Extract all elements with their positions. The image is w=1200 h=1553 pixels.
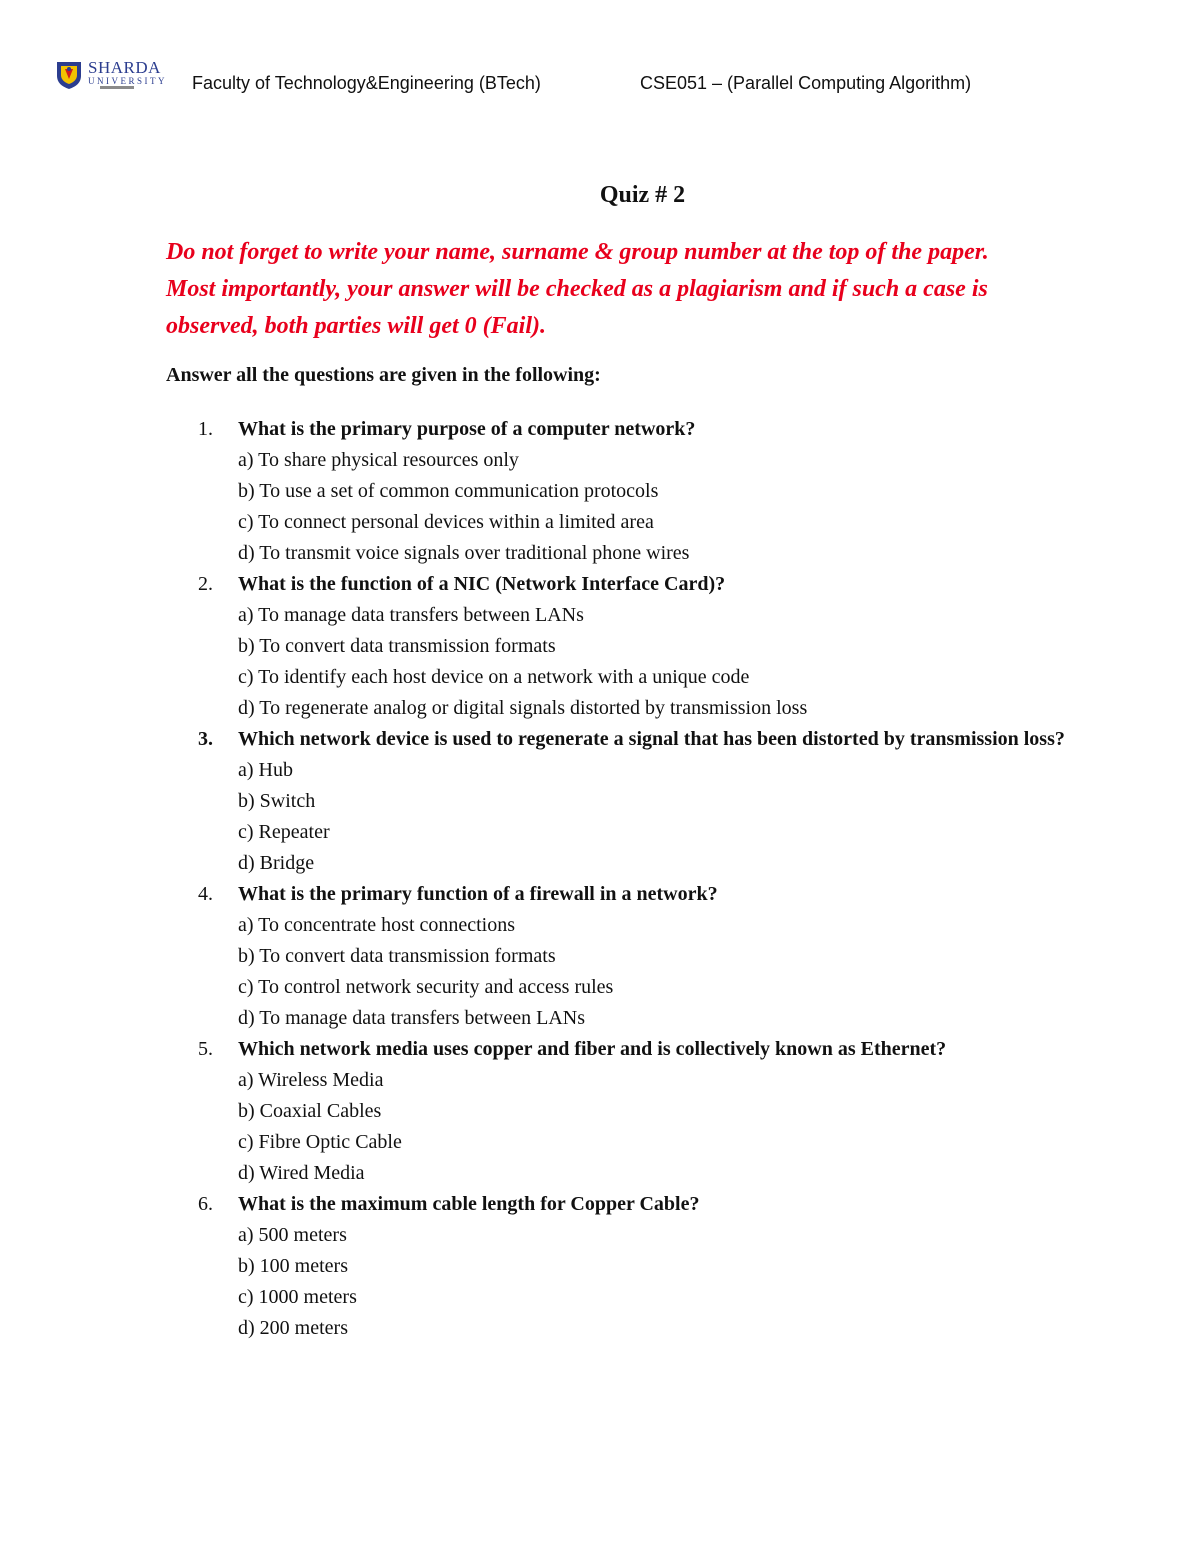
question-item (166, 1189, 1126, 1344)
answer-option: a) Wireless Media (238, 1069, 384, 1091)
answer-option: d) To transmit voice signals over traditional phone wires (238, 542, 690, 564)
question-text: What is the maximum cable length for Copper Cable? (238, 1193, 700, 1215)
answer-option: a) To manage data transfers between LANs (238, 604, 584, 626)
question-number: 2. (198, 573, 213, 595)
course-label: CSE051 – (Parallel Computing Algorithm) (640, 73, 972, 93)
question-number: 1. (198, 418, 213, 440)
answer-option: b) To convert data transmission formats (238, 945, 556, 967)
warning-line: Do not forget to write your name, surname & group number at the top of the paper. (166, 239, 989, 265)
warning-line: observed, both parties will get 0 (Fail). (166, 313, 546, 339)
question-item (166, 724, 1126, 879)
question-text: Which network media uses copper and fiber and is collectively known as Ethernet? (238, 1038, 947, 1060)
answer-option: c) 1000 meters (238, 1286, 357, 1308)
question-number: 6. (198, 1193, 213, 1215)
answer-option: d) To regenerate analog or digital signals distorted by transmission loss (238, 697, 808, 719)
answer-option: a) 500 meters (238, 1224, 347, 1246)
answer-option: a) To share physical resources only (238, 449, 519, 471)
answer-option: c) To connect personal devices within a limited area (238, 511, 654, 533)
question-item (166, 569, 1126, 724)
answer-option: c) To identify each host device on a network with a unique code (238, 666, 750, 688)
answer-option: a) To concentrate host connections (238, 914, 516, 936)
answer-option: b) To convert data transmission formats (238, 635, 556, 657)
answer-option: d) To manage data transfers between LANs (238, 1007, 585, 1029)
question-number: 5. (198, 1038, 213, 1060)
answer-option: c) Fibre Optic Cable (238, 1131, 402, 1153)
page-title: Quiz # 2 (599, 182, 686, 208)
logo-subtext: UNIVERSITY (88, 76, 167, 86)
question-text: What is the primary purpose of a computer network? (238, 418, 696, 440)
crest-icon (54, 60, 84, 90)
answer-option: b) 100 meters (238, 1255, 348, 1277)
answer-option: d) Wired Media (238, 1162, 365, 1184)
faculty-label: Faculty of Technology&Engineering (BTech) (192, 73, 541, 93)
answer-option: c) Repeater (238, 821, 330, 843)
university-logo (54, 60, 174, 92)
page-header (0, 0, 1200, 120)
answer-option: b) To use a set of common communication protocols (238, 480, 659, 502)
instruction-text: Answer all the questions are given in the following: (166, 364, 601, 386)
answer-option: a) Hub (238, 759, 293, 781)
question-number: 3. (198, 728, 213, 750)
warning-line: Most importantly, your answer will be checked as a plagiarism and if such a case is (166, 276, 988, 302)
answer-option: d) 200 meters (238, 1317, 348, 1339)
logo-text: SHARDA (88, 58, 161, 77)
answer-option: c) To control network security and access rules (238, 976, 614, 998)
answer-option: b) Switch (238, 790, 316, 812)
question-list (166, 414, 1126, 1344)
question-number: 4. (198, 883, 213, 905)
question-text: Which network device is used to regenerate a signal that has been distorted by transmission loss? (238, 728, 1065, 750)
question-text: What is the function of a NIC (Network Interface Card)? (238, 573, 726, 595)
logo-underline (100, 86, 134, 89)
question-item (166, 1034, 1126, 1189)
warning-notice (166, 234, 1126, 345)
answer-option: d) Bridge (238, 852, 315, 874)
question-text: What is the primary function of a firewall in a network? (238, 883, 718, 905)
question-item (166, 414, 1126, 569)
question-item (166, 879, 1126, 1034)
answer-option: b) Coaxial Cables (238, 1100, 382, 1122)
